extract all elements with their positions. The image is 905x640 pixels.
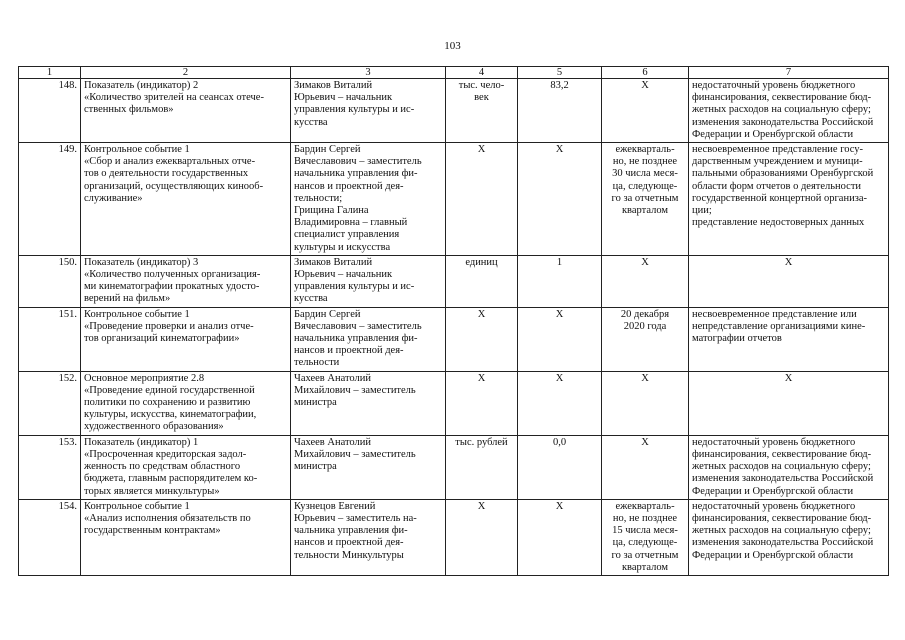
cell-text-line: верений на фильм» xyxy=(84,293,171,305)
cell-text-line: министра xyxy=(294,461,337,473)
cell-text-line: Х xyxy=(555,372,564,384)
cell-text-line: Владимировна – главный xyxy=(294,217,408,229)
value-cell xyxy=(518,371,602,435)
cell-text-line: ции; xyxy=(692,205,712,217)
cell-text-line: тыс. рублей xyxy=(455,436,508,448)
cell-text-line: Юрьевич – начальник xyxy=(294,269,393,281)
cell-text-line: Контрольное событие 1 xyxy=(84,308,190,320)
column-number-row xyxy=(19,67,889,79)
cell-text-line: Х xyxy=(555,308,564,320)
cell-text-line: Михайлович – заместитель xyxy=(294,384,416,396)
cell-text-line: жетных расходов на социальную сферу; xyxy=(692,525,871,537)
cell-text-line: Х xyxy=(555,500,564,512)
deadline-cell xyxy=(602,255,689,307)
cell-text-line: «Анализ исполнения обязательств по xyxy=(84,512,251,524)
cell-text-line: Федерации и Оренбургской области xyxy=(692,549,854,561)
table-row xyxy=(19,307,889,371)
row-number-cell: 149. xyxy=(19,143,81,256)
cell-text-line: бюджета, главным распорядителем ко- xyxy=(84,473,258,485)
column-header: 1 xyxy=(19,67,81,79)
deadline-cell xyxy=(602,435,689,499)
cell-text-line: финансирования, секвестирование бюд- xyxy=(692,448,872,460)
cell-text-line: Х xyxy=(555,144,564,156)
cell-text-line: области форм отчетов о деятельности xyxy=(692,180,862,192)
risks-cell xyxy=(689,435,889,499)
cell-text-line: Вячеславович – заместитель xyxy=(294,320,422,332)
cell-text-line: Чахеев Анатолий xyxy=(294,436,372,448)
cell-text-line: кварталом xyxy=(621,561,669,573)
cell-text-line: Контрольное событие 1 xyxy=(84,500,190,512)
cell-text-line: 83,2 xyxy=(550,80,569,91)
cell-text-line: политики по сохранению и развитию xyxy=(84,397,251,409)
row-number-cell: 154. xyxy=(19,499,81,575)
cell-text-line: несвоевременное представление госу- xyxy=(692,144,864,156)
cell-text-line: нансов и проектной дея- xyxy=(294,345,404,357)
cell-text-line: изменения законодательства Российской xyxy=(692,473,874,485)
cell-text-line: Показатель (индикатор) 3 xyxy=(84,256,199,268)
cell-text-line: пальными образованиями Оренбургской xyxy=(692,168,874,180)
cell-text-line: Михайлович – заместитель xyxy=(294,448,416,460)
cell-text-line: Вячеславович – заместитель xyxy=(294,156,422,168)
cell-text-line: Бардин Сергей xyxy=(294,144,361,156)
cell-text-line: тельности Минкультуры xyxy=(294,549,404,561)
column-header: 5 xyxy=(518,67,602,79)
cell-text-line: торых является минкультуры» xyxy=(84,485,220,497)
cell-text-line: ца, следующе- xyxy=(612,537,678,549)
table-row xyxy=(19,371,889,435)
cell-text-line: культуры, искусства, кинематографии, xyxy=(84,409,257,421)
measure-name-cell xyxy=(81,255,291,307)
deadline-cell xyxy=(602,371,689,435)
cell-text-line: 15 числа меся- xyxy=(612,525,678,537)
unit-cell xyxy=(446,435,518,499)
cell-text-line: жетных расходов на социальную сферу; xyxy=(692,461,871,473)
cell-text-line: 1 xyxy=(556,256,563,268)
value-cell xyxy=(518,79,602,143)
cell-text-line: Зимаков Виталий xyxy=(294,256,373,268)
cell-text-line: Х xyxy=(641,436,649,448)
cell-text-line: ца, следующе- xyxy=(612,180,678,192)
deadline-cell xyxy=(602,79,689,143)
cell-text-line: изменения законодательства Российской xyxy=(692,537,874,549)
unit-cell xyxy=(446,499,518,575)
cell-text-line: кварталом xyxy=(621,205,669,217)
cell-text-line: тов о деятельности государственных xyxy=(84,168,249,180)
cell-text-line: Х xyxy=(477,372,486,384)
cell-text-line: 20 декабря xyxy=(620,308,670,320)
cell-text-line: ежекварталь- xyxy=(615,500,675,512)
cell-text-line: дарственным учреждением и муници- xyxy=(692,156,863,168)
cell-text-line: финансирования, секвестирование бюд- xyxy=(692,92,872,104)
value-cell xyxy=(518,435,602,499)
cell-text-line: тов организаций кинематографии» xyxy=(84,333,240,345)
cell-text-line: художественного образования» xyxy=(84,421,224,433)
measure-name-cell xyxy=(81,307,291,371)
cell-text-line: Юрьевич – заместитель на- xyxy=(294,512,417,524)
cell-text-line: Х xyxy=(477,308,486,320)
cell-text-line: государственным контрактам» xyxy=(84,525,221,537)
cell-text-line: кусства xyxy=(294,116,328,128)
cell-text-line: Х xyxy=(784,256,793,268)
cell-text-line: специалист управления xyxy=(294,229,400,241)
cell-text-line: жетных расходов на социальную сферу; xyxy=(692,104,871,116)
cell-text-line: Чахеев Анатолий xyxy=(294,372,372,384)
cell-text-line: тыс. чело- xyxy=(458,80,505,91)
table-row xyxy=(19,143,889,256)
measure-name-cell xyxy=(81,371,291,435)
cell-text-line: Х xyxy=(784,372,793,384)
cell-text-line: Грищина Галина xyxy=(294,205,369,217)
cell-text-line: матографии отчетов xyxy=(692,333,782,345)
cell-text-line: тельности; xyxy=(294,192,343,204)
measure-name-cell xyxy=(81,143,291,256)
cell-text-line: единиц xyxy=(465,256,498,268)
risks-cell xyxy=(689,255,889,307)
cell-text-line: Бардин Сергей xyxy=(294,308,361,320)
responsible-cell xyxy=(291,307,446,371)
cell-text-line: Х xyxy=(641,372,649,384)
responsible-cell xyxy=(291,435,446,499)
cell-text-line: ственных фильмов» xyxy=(84,104,174,116)
cell-text-line: Показатель (индикатор) 2 xyxy=(84,80,199,91)
cell-text-line: начальника управления фи- xyxy=(294,168,418,180)
table-row xyxy=(19,255,889,307)
cell-text-line: министра xyxy=(294,397,337,409)
cell-text-line: нансов и проектной дея- xyxy=(294,180,404,192)
unit-cell xyxy=(446,143,518,256)
cell-text-line: го за отчетным xyxy=(611,192,679,204)
cell-text-line: изменения законодательства Российской xyxy=(692,116,874,128)
cell-text-line: 30 числа меся- xyxy=(612,168,678,180)
cell-text-line: ми кинематографии прокатных удосто- xyxy=(84,281,260,293)
cell-text-line: управления культуры и ис- xyxy=(294,104,415,116)
cell-text-line: организаций, осуществляющих кинооб- xyxy=(84,180,264,192)
cell-text-line: но, не позднее xyxy=(612,512,678,524)
cell-text-line: представление недостоверных данных xyxy=(692,217,865,229)
cell-text-line: Х xyxy=(641,256,649,268)
cell-text-line: ежекварталь- xyxy=(615,144,675,156)
deadline-cell xyxy=(602,499,689,575)
value-cell xyxy=(518,307,602,371)
cell-text-line: тельности xyxy=(294,357,340,369)
cell-text-line: несвоевременное представление или xyxy=(692,308,857,320)
cell-text-line: недостаточный уровень бюджетного xyxy=(692,436,856,448)
cell-text-line: Х xyxy=(641,80,649,91)
cell-text-line: «Проведение единой государственной xyxy=(84,384,255,396)
column-header: 3 xyxy=(291,67,446,79)
cell-text-line: недостаточный уровень бюджетного xyxy=(692,500,856,512)
responsible-cell xyxy=(291,255,446,307)
cell-text-line: служивание» xyxy=(84,192,143,204)
unit-cell xyxy=(446,307,518,371)
column-header: 4 xyxy=(446,67,518,79)
cell-text-line: финансирования, секвестирование бюд- xyxy=(692,512,872,524)
table-row xyxy=(19,79,889,143)
cell-text-line: кусства xyxy=(294,293,328,305)
cell-text-line: государственной концертной организа- xyxy=(692,192,867,204)
cell-text-line: Показатель (индикатор) 1 xyxy=(84,436,199,448)
cell-text-line: век xyxy=(474,92,489,104)
cell-text-line: чальника управления фи- xyxy=(294,525,408,537)
responsible-cell xyxy=(291,143,446,256)
risks-cell xyxy=(689,307,889,371)
cell-text-line: 2020 года xyxy=(623,320,667,332)
cell-text-line: Х xyxy=(477,144,486,156)
table-row xyxy=(19,435,889,499)
cell-text-line: 0,0 xyxy=(552,436,567,448)
unit-cell xyxy=(446,371,518,435)
value-cell xyxy=(518,143,602,256)
cell-text-line: «Количество зрителей на сеансах отече- xyxy=(84,92,264,104)
cell-text-line: Федерации и Оренбургской области xyxy=(692,128,854,140)
row-number-cell: 152. xyxy=(19,371,81,435)
value-cell xyxy=(518,499,602,575)
cell-text-line: «Количество полученных организация- xyxy=(84,269,261,281)
risks-cell xyxy=(689,143,889,256)
value-cell xyxy=(518,255,602,307)
measure-name-cell xyxy=(81,79,291,143)
risks-cell xyxy=(689,499,889,575)
deadline-cell xyxy=(602,307,689,371)
cell-text-line: Юрьевич – начальник xyxy=(294,92,393,104)
table-row xyxy=(19,499,889,575)
responsible-cell xyxy=(291,499,446,575)
cell-text-line: женность по средствам областного xyxy=(84,461,241,473)
row-number-cell: 150. xyxy=(19,255,81,307)
cell-text-line: «Сбор и анализ ежеквартальных отче- xyxy=(84,156,256,168)
measure-name-cell xyxy=(81,499,291,575)
row-number-cell: 153. xyxy=(19,435,81,499)
cell-text-line: Основное мероприятие 2.8 xyxy=(84,372,205,384)
cell-text-line: Х xyxy=(477,500,486,512)
cell-text-line: Федерации и Оренбургской области xyxy=(692,485,854,497)
cell-text-line: управления культуры и ис- xyxy=(294,281,415,293)
column-header: 6 xyxy=(602,67,689,79)
measures-table xyxy=(18,66,889,576)
cell-text-line: культуры и искусства xyxy=(294,241,391,253)
row-number-cell: 148. xyxy=(19,79,81,143)
unit-cell xyxy=(446,79,518,143)
cell-text-line: Контрольное событие 1 xyxy=(84,144,190,156)
cell-text-line: го за отчетным xyxy=(611,549,679,561)
measure-name-cell xyxy=(81,435,291,499)
cell-text-line: Кузнецов Евгений xyxy=(294,500,376,512)
row-number-cell: 151. xyxy=(19,307,81,371)
responsible-cell xyxy=(291,371,446,435)
risks-cell xyxy=(689,79,889,143)
risks-cell xyxy=(689,371,889,435)
cell-text-line: недостаточный уровень бюджетного xyxy=(692,80,856,91)
cell-text-line: непредставление организациями кине- xyxy=(692,320,866,332)
cell-text-line: но, не позднее xyxy=(612,156,678,168)
responsible-cell xyxy=(291,79,446,143)
deadline-cell xyxy=(602,143,689,256)
unit-cell xyxy=(446,255,518,307)
column-header: 2 xyxy=(81,67,291,79)
page-number: 103 xyxy=(444,40,461,52)
cell-text-line: «Просроченная кредиторская задол- xyxy=(84,448,247,460)
cell-text-line: «Проведение проверки и анализ отче- xyxy=(84,320,254,332)
cell-text-line: начальника управления фи- xyxy=(294,333,418,345)
cell-text-line: нансов и проектной дея- xyxy=(294,537,404,549)
column-header: 7 xyxy=(689,67,889,79)
cell-text-line: Зимаков Виталий xyxy=(294,80,373,91)
